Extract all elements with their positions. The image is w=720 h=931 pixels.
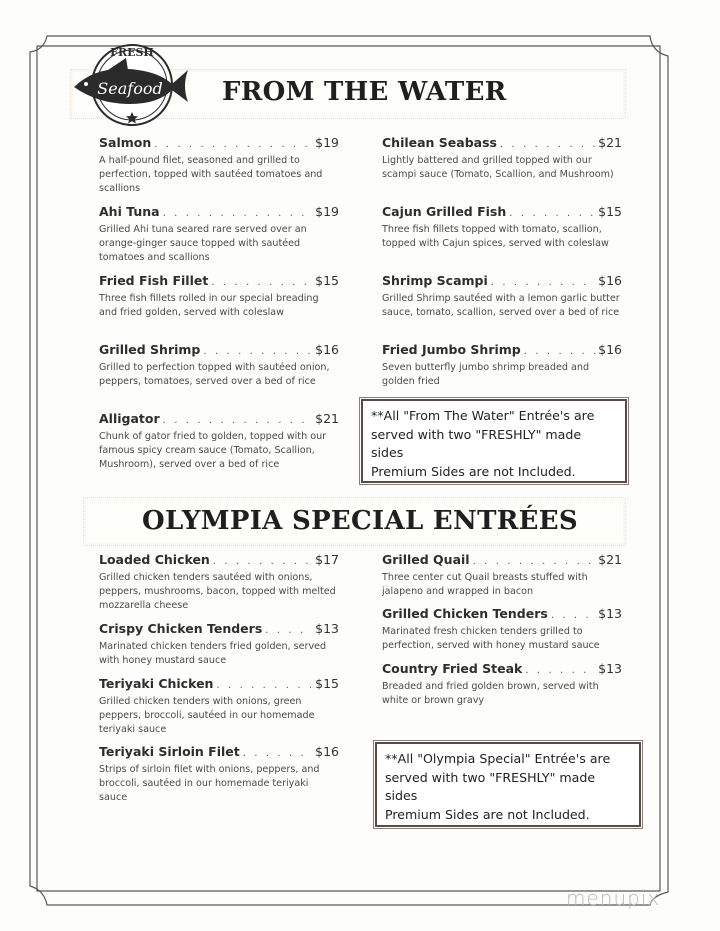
item-price: $15: [315, 273, 339, 288]
item-name: Crispy Chicken Tenders: [99, 621, 263, 636]
dot-leader: [211, 275, 312, 291]
sides-note-olympia: [375, 742, 641, 827]
item-price: $16: [315, 744, 339, 759]
dot-leader: [509, 206, 595, 222]
dot-leader: [525, 663, 595, 679]
menu-item: [382, 273, 622, 320]
item-name: Ahi Tuna: [99, 204, 160, 219]
section-title-from-the-water: FROM THE WATER: [222, 77, 507, 107]
item-price: $17: [315, 552, 339, 567]
item-description: Three fish fillets topped with tomato, scallion, topped with Cajun spices, served with coleslaw: [382, 224, 609, 249]
dot-leader: [491, 275, 595, 291]
item-name: Grilled Shrimp: [99, 342, 201, 357]
item-description: Grilled chicken tenders sautéed with onions, peppers, mushrooms, bacon, topped with melted mozzarella cheese: [99, 572, 336, 611]
item-description: Chunk of gator fried to golden, topped with our famous spicy cream sauce (Tomato, Scallion, Mushroom), served over a bed of rice: [99, 431, 327, 470]
menu-item: [99, 552, 339, 612]
menu-item: [99, 744, 339, 804]
menu-item: [99, 621, 339, 668]
dot-leader: [265, 623, 312, 639]
item-description: Grilled chicken tenders with onions, green peppers, broccoli, sautéed in our homemade teriyaki sauce: [99, 696, 315, 735]
dot-leader: [213, 554, 312, 570]
item-name: Grilled Chicken Tenders: [382, 606, 548, 621]
dot-leader: [551, 608, 595, 624]
menu-item: [382, 552, 622, 599]
item-name: Cajun Grilled Fish: [382, 204, 507, 219]
note-line: Premium Sides are not Included.: [371, 463, 576, 479]
note-line: Premium Sides are not Included.: [385, 806, 590, 822]
item-name: Salmon: [99, 135, 152, 150]
item-name: Grilled Quail: [382, 552, 470, 567]
dot-leader: [163, 206, 313, 222]
menu-item: [99, 411, 339, 471]
dot-leader: [500, 137, 595, 153]
menu-item: [99, 676, 339, 736]
note-line: served with two "FRESHLY" made sides: [385, 769, 596, 803]
item-price: $13: [315, 621, 339, 636]
item-description: Breaded and fried golden brown, served with white or brown gravy: [382, 681, 599, 706]
menu-item: [382, 135, 622, 182]
item-description: Grilled Ahi tuna seared rare served over an orange-ginger sauce topped with sautéed tomatoes and scallions: [99, 224, 307, 263]
item-description: Lightly battered and grilled topped with our scampi sauce (Tomato, Scallion, and Mushroom): [382, 155, 614, 180]
item-price: $16: [598, 273, 622, 288]
menu-item: [99, 204, 339, 264]
item-price: $21: [598, 552, 622, 567]
item-name: Chilean Seabass: [382, 135, 497, 150]
item-name: Fried Jumbo Shrimp: [382, 342, 521, 357]
item-description: Three fish fillets rolled in our special breading and fried golden, served with coleslaw: [99, 293, 319, 318]
item-name: Country Fried Steak: [382, 661, 523, 676]
menu-item: [382, 342, 622, 389]
item-name: Alligator: [99, 411, 160, 426]
sides-note-water: [361, 399, 627, 483]
dot-leader: [216, 678, 312, 694]
item-price: $13: [598, 606, 622, 621]
item-description: Three center cut Quail breasts stuffed with jalapeno and wrapped in bacon: [382, 572, 588, 597]
item-price: $19: [315, 204, 339, 219]
item-name: Loaded Chicken: [99, 552, 210, 567]
svg-text:Seafood: Seafood: [97, 79, 163, 98]
dot-leader: [154, 137, 312, 153]
menupix-watermark: menupix: [566, 886, 661, 910]
dot-leader: [524, 344, 595, 360]
menu-item: [99, 135, 339, 195]
svg-text:FRESH: FRESH: [110, 46, 154, 59]
menu-item: [382, 204, 622, 251]
note-line: **All "Olympia Special" Entrée's are: [385, 751, 611, 766]
item-description: Marinated chicken tenders fried golden, served with honey mustard sauce: [99, 641, 327, 666]
item-name: Fried Fish Fillet: [99, 273, 209, 288]
item-description: Grilled to perfection topped with sautéed onion, peppers, tomatoes, served over a bed of rice: [99, 362, 330, 387]
dot-leader: [243, 746, 312, 762]
menu-item: [99, 273, 339, 320]
note-line: **All "From The Water" Entrée's are: [371, 408, 595, 423]
dot-leader: [203, 344, 312, 360]
item-name: Teriyaki Chicken: [99, 676, 214, 691]
item-description: Seven butterfly jumbo shrimp breaded and golden fried: [382, 362, 590, 387]
fresh-seafood-logo: [68, 40, 193, 130]
item-name: Teriyaki Sirloin Filet: [99, 744, 240, 759]
item-description: Grilled Shrimp sautéed with a lemon garlic butter sauce, tomato, scallion, served over a bed of rice: [382, 293, 620, 318]
section-title-olympia-special-entrees: OLYMPIA SPECIAL ENTRÉES: [142, 506, 578, 536]
menu-item: [382, 606, 622, 653]
item-description: A half-pound filet, seasoned and grilled to perfection, topped with sautéed tomatoes and scallions: [99, 155, 323, 194]
item-description: Strips of sirloin filet with onions, peppers, and broccoli, sautéed in our homemade teriyaki sauce: [99, 764, 320, 803]
item-price: $15: [315, 676, 339, 691]
menu-item: [382, 661, 622, 708]
note-line: served with two "FRESHLY" made sides: [371, 426, 582, 460]
item-price: $21: [598, 135, 622, 150]
item-price: $19: [315, 135, 339, 150]
item-description: Marinated fresh chicken tenders grilled to perfection, served with honey mustard sauce: [382, 626, 600, 651]
item-price: $16: [315, 342, 339, 357]
item-price: $21: [315, 411, 339, 426]
item-price: $16: [598, 342, 622, 357]
item-price: $15: [598, 204, 622, 219]
dot-leader: [163, 413, 313, 429]
menu-item: [99, 342, 339, 389]
item-price: $13: [598, 661, 622, 676]
item-name: Shrimp Scampi: [382, 273, 488, 288]
dot-leader: [473, 554, 596, 570]
